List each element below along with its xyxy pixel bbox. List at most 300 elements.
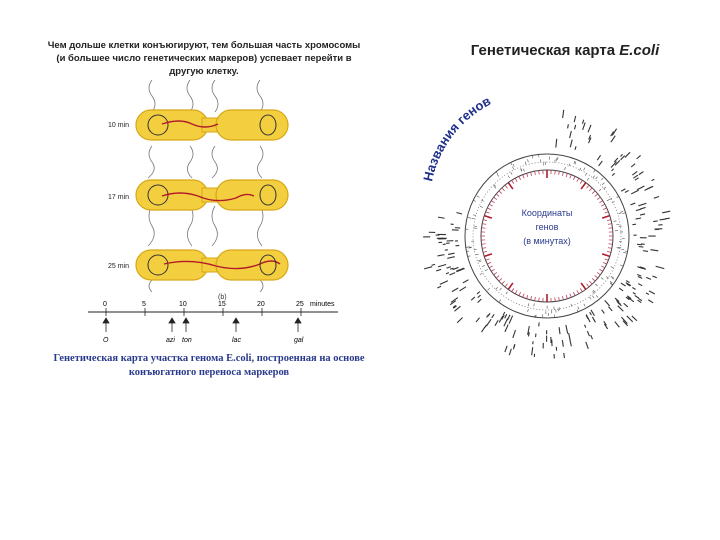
minute-tick — [539, 298, 540, 302]
gene-label-mark — [640, 207, 645, 209]
gene-label-mark — [446, 273, 449, 274]
gene-label-mark — [646, 277, 651, 279]
gene-label-mark — [570, 131, 572, 138]
gene-label-mark — [478, 295, 481, 298]
minute-tick — [581, 183, 586, 189]
gene-label-mark — [505, 325, 508, 332]
gene-label-mark — [574, 116, 575, 122]
minute-tick — [494, 272, 497, 274]
gene-label-mark — [612, 169, 614, 171]
gene-label-mark — [626, 281, 629, 283]
gene-label-mark — [436, 269, 441, 271]
gene-label-mark — [627, 316, 633, 322]
gene-label-mark — [513, 344, 514, 349]
gene-label-mark — [459, 287, 466, 291]
gene-position-mark — [589, 297, 591, 299]
title-prefix: Генетическая карта — [470, 42, 616, 59]
gene-position-mark — [596, 177, 598, 179]
gene-position-mark — [596, 295, 598, 297]
gene-label-mark — [592, 317, 595, 322]
marker-lac: lac — [232, 337, 241, 344]
minute-tick — [577, 290, 579, 294]
minute-tick — [605, 212, 609, 213]
minute-tick — [535, 171, 536, 175]
gene-label-mark — [574, 125, 575, 130]
gene-label-mark — [618, 306, 624, 312]
gene-label-mark — [608, 307, 612, 311]
gene-position-mark — [528, 303, 529, 306]
conjugation-caption — [44, 40, 364, 78]
gene-label-mark — [477, 291, 480, 293]
gene-position-mark — [607, 199, 610, 201]
gene-label-mark — [660, 219, 667, 220]
marker-arrows — [103, 318, 301, 332]
gene-label-mark — [621, 189, 625, 192]
minute-tick — [559, 171, 560, 175]
gene-position-mark — [574, 161, 575, 164]
gene-position-mark — [592, 296, 594, 298]
gene-label-mark — [639, 299, 642, 301]
minute-tick — [494, 197, 497, 199]
gene-label-mark — [587, 331, 589, 336]
minute-tick — [580, 288, 582, 291]
minute-tick — [562, 296, 563, 300]
gene-position-mark — [468, 217, 471, 218]
gene-label-mark — [478, 299, 482, 303]
gene-label-mark — [559, 327, 560, 334]
minute-tick — [555, 171, 556, 175]
gene-position-mark — [508, 176, 510, 179]
marker-azi: azi — [166, 337, 175, 344]
gene-position-mark — [513, 164, 514, 167]
gene-position-mark — [602, 183, 604, 185]
time-label-25: 25 min — [108, 263, 130, 270]
genetic-map-caption — [44, 352, 374, 379]
gene-position-mark — [477, 196, 480, 197]
gene-position-mark — [595, 284, 597, 286]
gene-position-mark — [525, 162, 526, 165]
minute-tick — [608, 248, 612, 249]
gene-position-mark — [511, 172, 512, 175]
gene-position-mark — [578, 307, 579, 310]
tick-label-25: 25 — [296, 301, 304, 308]
gene-label-ring — [423, 110, 670, 359]
gene-label-mark — [638, 276, 642, 278]
marker-ton: ton — [182, 337, 192, 344]
minute-tick — [603, 208, 607, 210]
gene-label-mark — [438, 264, 446, 266]
gene-label-mark — [635, 295, 639, 298]
minute-tick — [566, 295, 567, 299]
minute-tick — [599, 201, 602, 203]
minute-tick — [487, 208, 491, 210]
gene-position-mark — [499, 300, 501, 302]
center-line-2: генов — [535, 222, 559, 232]
minute-tick — [609, 228, 613, 229]
gene-position-mark — [622, 213, 625, 214]
gene-position-mark — [472, 218, 475, 219]
gene-position-mark — [620, 265, 623, 266]
gene-position-mark — [584, 168, 585, 171]
gene-position-mark — [534, 303, 535, 306]
minute-tick — [519, 176, 521, 180]
gene-label-mark — [646, 293, 649, 295]
gene-position-mark — [571, 304, 572, 307]
minute-tick — [482, 248, 486, 249]
gene-position-mark — [480, 273, 483, 274]
gene-position-mark — [496, 287, 498, 289]
gene-label-mark — [637, 274, 641, 276]
minute-tick — [570, 294, 571, 298]
gene-position-mark — [488, 288, 490, 290]
gene-label-mark — [556, 139, 557, 148]
gene-label-mark — [612, 173, 615, 175]
gene-label-mark — [633, 293, 636, 295]
gene-position-mark — [599, 189, 601, 191]
marker-origin: O — [103, 337, 109, 344]
gene-label-mark — [653, 221, 657, 222]
conjugating-pair-25min — [136, 250, 288, 280]
gene-label-mark — [446, 267, 450, 268]
minute-tick — [496, 194, 499, 197]
gene-position-mark — [619, 213, 622, 214]
gene-label-mark — [633, 175, 638, 178]
minute-tick — [491, 269, 494, 271]
gene-label-mark — [569, 333, 571, 340]
gene-position-mark — [485, 269, 488, 270]
minute-tick — [605, 259, 609, 260]
gene-label-mark — [504, 318, 508, 326]
gene-position-mark — [587, 178, 589, 180]
minute-tick — [595, 194, 598, 197]
gene-label-mark — [532, 347, 533, 355]
tick-label-15: 15 — [218, 301, 226, 308]
gene-position-mark — [506, 292, 508, 294]
gene-position-mark — [593, 176, 595, 178]
gene-label-mark — [562, 340, 563, 347]
gene-label-mark — [625, 190, 629, 192]
gene-names-arc-label — [420, 93, 493, 183]
gene-label-mark — [602, 310, 605, 314]
gene-position-mark — [584, 304, 585, 307]
gene-label-mark — [652, 276, 656, 278]
bottom-caption-line-1: Генетическая карта участка генома E.coli, построенная на основе — [53, 353, 365, 364]
minute-tick — [592, 191, 595, 194]
minute-tick — [482, 244, 486, 245]
minute-tick — [489, 204, 493, 206]
axis-unit-label: minutes — [310, 301, 335, 308]
gene-label-mark — [635, 218, 641, 219]
gene-label-mark — [599, 161, 603, 166]
gene-position-mark — [606, 277, 608, 279]
center-line-1: Координаты — [521, 208, 573, 218]
gene-position-mark — [604, 187, 606, 189]
gene-label-mark — [605, 300, 610, 306]
gene-label-mark — [643, 251, 648, 252]
minute-tick — [496, 276, 499, 279]
center-line-3: (в минутах) — [523, 236, 571, 246]
minute-tick — [482, 224, 486, 225]
minute-tick — [482, 228, 486, 229]
minute-tick — [570, 175, 571, 179]
minute-tick — [487, 262, 491, 264]
minute-tick — [483, 220, 487, 221]
gene-label-mark — [640, 214, 645, 215]
minute-tick — [577, 178, 579, 182]
minute-tick — [559, 297, 560, 301]
gene-label-mark — [632, 316, 637, 321]
minute-tick — [602, 254, 610, 256]
gene-label-mark — [649, 291, 655, 294]
minute-tick — [531, 296, 532, 300]
gene-label-mark — [507, 315, 510, 320]
gene-position-mark — [528, 309, 529, 312]
minute-tick — [580, 180, 582, 183]
minute-tick — [589, 281, 592, 284]
gene-label-mark — [568, 124, 569, 128]
gene-label-mark — [591, 335, 593, 339]
minute-tick — [608, 224, 612, 225]
gene-label-mark — [630, 203, 635, 205]
minute-tick — [499, 278, 502, 281]
minute-tick — [566, 173, 567, 177]
minute-tick — [489, 266, 493, 268]
minute-tick — [595, 276, 598, 279]
gene-label-mark — [656, 266, 665, 268]
gene-label-mark — [566, 325, 568, 334]
gene-position-mark — [559, 307, 560, 310]
gene-label-mark — [648, 300, 653, 303]
minute-tick — [597, 272, 600, 274]
gene-label-mark — [637, 155, 641, 158]
gene-position-mark — [569, 163, 570, 166]
conjugating-pair-10min — [136, 110, 288, 140]
minute-tick — [508, 283, 513, 289]
gene-label-mark — [632, 171, 637, 175]
minute-tick — [607, 220, 611, 221]
gene-position-mark — [614, 221, 617, 222]
gene-label-mark — [463, 280, 469, 283]
gene-label-mark — [586, 342, 589, 349]
gene-label-mark — [509, 316, 512, 324]
minute-tick — [515, 178, 517, 182]
minute-tick — [581, 283, 586, 289]
minute-tick — [523, 175, 524, 179]
gene-position-mark — [479, 261, 482, 262]
minute-tick — [535, 297, 536, 301]
gene-label-mark — [625, 152, 630, 157]
gene-label-mark — [654, 196, 659, 198]
minute-tick — [502, 281, 505, 284]
gene-label-mark — [619, 288, 623, 291]
minute-tick — [587, 284, 590, 287]
minute-tick — [527, 295, 528, 299]
minute-tick — [555, 298, 556, 302]
minute-tick — [502, 188, 505, 191]
gene-label-mark — [438, 255, 445, 256]
gene-label-mark — [624, 303, 628, 307]
gene-names-arc-text: Названия генов — [420, 93, 494, 183]
gene-label-mark — [621, 283, 626, 286]
gene-label-mark — [652, 179, 655, 180]
minute-tick — [483, 251, 487, 252]
minute-tick — [499, 191, 502, 194]
gene-label-mark — [476, 318, 480, 322]
minute-tick — [597, 197, 600, 199]
gene-label-mark — [644, 187, 652, 191]
tick-label-10: 10 — [179, 301, 187, 308]
gene-position-mark — [601, 278, 603, 280]
minute-tick — [484, 216, 492, 218]
gene-label-mark — [492, 314, 494, 318]
gene-position-mark — [500, 288, 502, 290]
caption-line-1: Чем дольше клетки конъюгируют, тем большая часть хромосомы — [47, 40, 361, 51]
caption-line-2: (и большее число генетических маркеров) успевает перейти в — [56, 52, 352, 64]
gene-label-mark — [588, 125, 591, 132]
minute-tick — [486, 259, 490, 260]
minute-tick — [601, 204, 605, 206]
gene-position-mark — [523, 169, 524, 172]
gene-position-mark — [476, 254, 479, 255]
minute-tick — [592, 278, 595, 281]
minute-tick — [491, 201, 494, 203]
gene-position-mark — [575, 162, 576, 165]
gene-label-mark — [495, 320, 498, 325]
gene-label-mark — [638, 284, 642, 286]
minute-tick — [573, 176, 575, 180]
minute-tick — [601, 266, 605, 268]
tick-label-0: 0 — [103, 301, 107, 308]
gene-label-mark — [471, 297, 475, 300]
gene-position-mark — [528, 159, 529, 162]
minute-tick — [523, 294, 524, 298]
minute-tick — [505, 185, 508, 188]
gene-position-mark — [474, 249, 477, 250]
marker-gal: gal — [294, 337, 304, 344]
gene-label-mark — [564, 353, 565, 358]
gene-label-mark — [424, 267, 432, 269]
minute-tick — [539, 171, 540, 175]
gene-label-mark — [505, 314, 507, 318]
tick-label-20: 20 — [257, 301, 265, 308]
gene-label-mark — [457, 318, 462, 323]
gene-label-mark — [513, 330, 516, 338]
gene-label-mark — [631, 190, 638, 194]
gene-label-mark — [503, 312, 505, 315]
gene-position-mark — [482, 265, 485, 266]
gene-label-mark — [597, 155, 600, 160]
gene-position-mark — [497, 174, 499, 176]
gene-label-mark — [631, 164, 635, 167]
panel-label: (b) — [218, 294, 227, 301]
gene-label-mark — [632, 287, 635, 289]
gene-label-mark — [438, 217, 445, 218]
gene-label-mark — [432, 264, 436, 265]
minute-tick — [607, 251, 611, 252]
minute-tick — [562, 172, 563, 176]
gene-label-mark — [575, 146, 576, 150]
gene-label-mark — [570, 140, 572, 148]
minute-tick — [505, 284, 508, 287]
gene-position-mark — [611, 267, 614, 268]
minute-tick — [519, 292, 521, 296]
gene-label-mark — [637, 186, 644, 190]
gene-label-mark — [486, 319, 491, 326]
minute-tick — [527, 173, 528, 177]
gene-position-mark — [481, 200, 484, 201]
gene-label-mark — [481, 327, 485, 332]
gene-label-mark — [639, 247, 644, 248]
gene-position-mark — [478, 260, 481, 261]
caption-line-3: другую клетку. — [169, 65, 239, 77]
bottom-caption-line-2: конъюгатного переноса маркеров — [128, 366, 290, 378]
gene-position-mark — [565, 167, 566, 170]
gene-label-mark — [505, 346, 507, 352]
time-label-10: 10 min — [108, 122, 130, 129]
minute-tick — [512, 288, 514, 291]
gene-label-mark — [585, 325, 586, 328]
minute-tick — [515, 290, 517, 294]
minute-tick — [512, 180, 514, 183]
time-label-17: 17 min — [108, 194, 130, 201]
gene-label-mark — [620, 154, 622, 156]
gene-label-mark — [615, 322, 619, 328]
circular-genome-map — [408, 72, 678, 382]
gene-label-mark — [456, 213, 462, 214]
gene-label-mark — [662, 211, 670, 213]
tick-label-5: 5 — [142, 301, 146, 308]
gene-label-mark — [639, 172, 643, 175]
gene-label-mark — [611, 136, 615, 142]
gene-label-mark — [650, 250, 658, 251]
minute-tick — [609, 244, 613, 245]
gene-label-mark — [447, 257, 455, 259]
gene-label-mark — [570, 339, 572, 346]
minute-tick — [573, 292, 575, 296]
gene-position-mark — [620, 211, 623, 212]
minute-tick — [531, 172, 532, 176]
minute-tick — [602, 216, 610, 218]
title-species: E.coli — [619, 42, 660, 59]
minute-tick — [587, 185, 590, 188]
gene-label-mark — [509, 349, 511, 355]
gene-position-mark — [480, 206, 483, 207]
gene-position-mark — [623, 252, 626, 253]
ecoli-map-title — [440, 42, 690, 59]
minute-tick — [508, 183, 513, 189]
minute-tick — [603, 262, 607, 264]
gene-label-mark — [440, 281, 448, 285]
gene-label-mark — [635, 178, 639, 180]
gene-label-mark — [638, 203, 646, 206]
gene-label-mark — [448, 253, 455, 254]
minute-tick — [589, 188, 592, 191]
conjugating-pair-17min — [136, 180, 288, 210]
gene-label-mark — [452, 288, 458, 292]
gene-label-mark — [449, 273, 455, 275]
gene-position-mark — [601, 178, 603, 180]
gene-label-mark — [665, 218, 670, 219]
gene-position-mark — [593, 170, 595, 172]
gene-position-mark — [621, 249, 624, 250]
gene-label-mark — [582, 120, 583, 124]
minute-tick — [599, 269, 602, 271]
gene-label-mark — [528, 332, 529, 336]
gene-label-mark — [590, 312, 592, 315]
gene-position-mark — [532, 155, 533, 158]
gene-label-mark — [563, 110, 564, 118]
minute-tick — [486, 212, 490, 213]
